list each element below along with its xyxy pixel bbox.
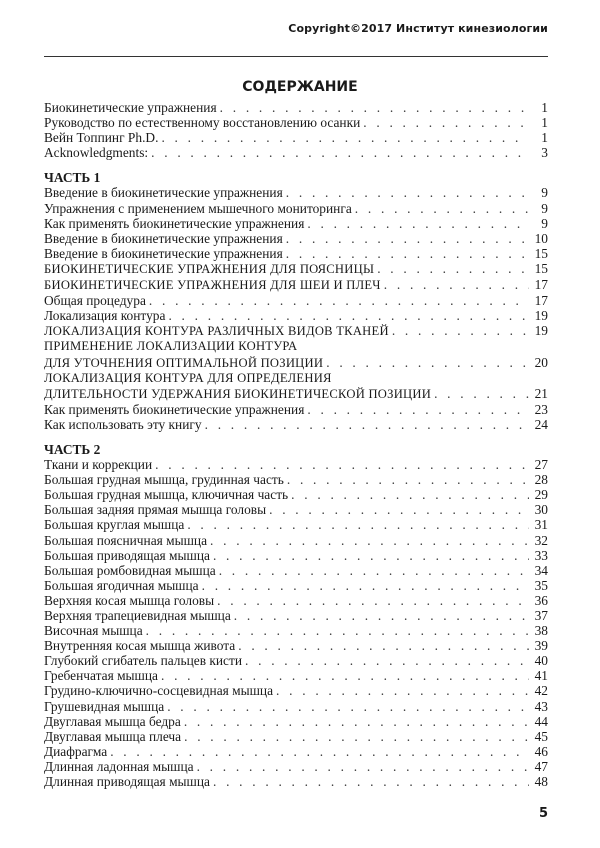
toc-entry: [44, 608, 548, 623]
toc-entry: [44, 729, 548, 744]
toc-leader-dots: [220, 100, 529, 115]
toc-entry-title: БИОКИНЕТИЧЕСКИЕ УПРАЖНЕНИЯ ДЛЯ ПОЯСНИЦЫ: [44, 261, 375, 276]
toc-entry-page: 15: [534, 245, 548, 261]
toc-entry-title: Большая ягодичная мышца: [44, 577, 199, 593]
toc-entry: [44, 668, 548, 683]
toc-entry: [44, 533, 548, 548]
toc-entry: [44, 216, 548, 231]
toc-entry-page: 3: [541, 145, 548, 161]
toc-entry-title: ДЛИТЕЛЬНОСТИ УДЕРЖАНИЯ БИОКИНЕТИЧЕСКОЙ ПОЗИЦИИ: [44, 386, 432, 401]
toc-leader-dots: [202, 578, 529, 593]
toc-entry-page: 20: [534, 354, 548, 370]
toc-entry: [44, 593, 548, 608]
toc-leader-dots: [146, 623, 529, 638]
toc-leader-dots: [151, 145, 529, 160]
toc-entry: [44, 548, 548, 563]
toc-entry-page: 44: [534, 713, 548, 729]
toc-entry-page: 30: [534, 502, 548, 518]
toc-entry-title: Как применять биокинетические упражнения: [44, 401, 305, 417]
toc-entry: [44, 744, 548, 759]
toc-leader-dots: [434, 386, 529, 401]
toc-entry-title: Введение в биокинетические упражнения: [44, 245, 283, 261]
toc-entry-title: Большая ромбовидная мышца: [44, 562, 216, 578]
toc-leader-dots: [355, 201, 529, 216]
toc-entry-title: Большая круглая мышца: [44, 517, 185, 533]
toc-entry: [44, 130, 548, 145]
toc-entry-page: 46: [534, 743, 548, 759]
toc-leader-dots: [210, 533, 529, 548]
toc-entry-page: 17: [534, 277, 548, 293]
toc-leader-dots: [184, 729, 529, 744]
toc-entry-title: Руководство по естественному восстановлению осанки: [44, 115, 361, 131]
toc-entry-title: Двуглавая мышца плеча: [44, 728, 182, 744]
page-number: 5: [538, 806, 548, 821]
toc-entry-title: ЛОКАЛИЗАЦИЯ КОНТУРА РАЗЛИЧНЫХ ВИДОВ ТКАНЕЙ: [44, 324, 389, 339]
toc-entry: [44, 277, 548, 293]
toc-entry-page: 15: [534, 260, 548, 276]
toc-entry-multiline-1: [44, 355, 548, 371]
toc-leader-dots: [377, 261, 529, 276]
toc-entry: [44, 261, 548, 277]
toc-entry-page: 9: [541, 215, 548, 231]
toc-leader-dots: [307, 216, 529, 231]
toc-entry-title: Acknowledgments:: [44, 145, 149, 161]
toc-entry-multiline-2: [44, 386, 548, 402]
toc-entry-title: Введение в биокинетические упражнения: [44, 230, 283, 246]
toc-entry-title: Двуглавая мышца бедра: [44, 713, 181, 729]
toc-leader-dots: [384, 277, 529, 292]
toc-entry: [44, 457, 548, 472]
toc-entry-title: Введение в биокинетические упражнения: [44, 185, 283, 201]
toc-entry-title: Диафрагма: [44, 743, 108, 759]
toc-entry: [44, 308, 548, 323]
toc-entry-title: Глубокий сгибатель пальцев кисти: [44, 653, 243, 669]
table-of-contents: [44, 100, 548, 789]
toc-leader-dots: [205, 417, 529, 432]
toc-entry: [44, 417, 548, 432]
toc-entry-title: Биокинетические упражнения: [44, 100, 217, 115]
toc-entry: [44, 623, 548, 638]
toc-entry-page: 48: [534, 774, 548, 790]
toc-entry-title: Большая поясничная мышца: [44, 532, 208, 548]
toc-entry-page: 19: [534, 323, 548, 339]
toc-part1-group: [44, 185, 548, 339]
toc-entry-title: Верхняя трапециевидная мышца: [44, 608, 231, 623]
toc-entry-title: ДЛЯ УТОЧНЕНИЯ ОПТИМАЛЬНОЙ ПОЗИЦИИ: [44, 355, 324, 370]
toc-entry-page: 34: [534, 562, 548, 578]
toc-entry-page: 9: [541, 200, 548, 216]
toc-entry: [44, 185, 548, 200]
toc-leader-dots: [219, 563, 529, 578]
toc-entry-page: 1: [541, 100, 548, 115]
toc-intro-group: [44, 100, 548, 160]
copyright-header: Copyright©2017 Институт кинезиологии: [288, 22, 548, 35]
toc-entry-multiline-1-line1: ПРИМЕНЕНИЕ ЛОКАЛИЗАЦИИ КОНТУРА: [44, 339, 298, 354]
toc-leader-dots: [197, 759, 529, 774]
toc-entry-page: 10: [534, 230, 548, 246]
toc-leader-dots: [187, 517, 529, 532]
toc-entry: [44, 472, 548, 487]
toc-entry-page: 42: [534, 683, 548, 699]
toc-entry-title: Локализация контура: [44, 308, 166, 324]
toc-leader-dots: [326, 355, 529, 370]
toc-entry: [44, 578, 548, 593]
toc-leader-dots: [286, 185, 529, 200]
toc-entry: [44, 683, 548, 698]
toc-entry: [44, 653, 548, 668]
toc-entry-page: 32: [534, 532, 548, 548]
toc-entry-page: 33: [534, 547, 548, 563]
toc-entry-page: 40: [534, 653, 548, 669]
toc-leader-dots: [287, 472, 529, 487]
toc-entry: [44, 323, 548, 339]
toc-leader-dots: [110, 744, 529, 759]
toc-entry: [44, 502, 548, 517]
toc-entry: [44, 402, 548, 417]
toc-entry-title: Общая процедура: [44, 293, 146, 309]
toc-leader-dots: [168, 308, 529, 323]
toc-entry-page: 23: [534, 401, 548, 417]
toc-entry: [44, 145, 548, 160]
toc-entry-title: Ткани и коррекции: [44, 457, 153, 473]
toc-leader-dots: [234, 608, 529, 623]
toc-leader-dots: [149, 293, 529, 308]
toc-entry-title: Грудино-ключично-сосцевидная мышца: [44, 683, 274, 699]
toc-title: СОДЕРЖАНИЕ: [242, 79, 358, 95]
toc-entry-title: Как использовать эту книгу: [44, 416, 202, 432]
toc-leader-dots: [276, 683, 529, 698]
toc-leader-dots: [238, 638, 529, 653]
toc-entry-title: Грушевидная мышца: [44, 698, 165, 714]
toc-entry-page: 47: [534, 758, 548, 774]
toc-entry-page: 9: [541, 185, 548, 201]
toc-leader-dots: [213, 548, 529, 563]
toc-leader-dots: [363, 115, 529, 130]
toc-entry-page: 17: [534, 293, 548, 309]
toc-entry-title: Длинная приводящая мышца: [44, 774, 210, 790]
toc-entry: [44, 231, 548, 246]
toc-entry-title: Упражнения с применением мышечного мониторинга: [44, 200, 352, 216]
toc-entry: [44, 699, 548, 714]
toc-entry-page: 41: [534, 668, 548, 684]
toc-entry-page: 19: [534, 308, 548, 324]
toc-entry-title: Большая приводящая мышца: [44, 547, 210, 563]
toc-entry-title: Верхняя косая мышца головы: [44, 592, 215, 608]
toc-leader-dots: [307, 402, 529, 417]
toc-entry-page: 1: [541, 130, 548, 146]
toc-entry: [44, 638, 548, 653]
toc-entry-page: 39: [534, 638, 548, 654]
toc-entry: [44, 201, 548, 216]
toc-entry-page: 43: [534, 698, 548, 714]
toc-entry-page: 1: [541, 115, 548, 131]
part2-heading: ЧАСТЬ 2: [44, 441, 101, 457]
toc-entry-page: 37: [534, 608, 548, 623]
toc-entry: [44, 517, 548, 532]
toc-leader-dots: [167, 699, 529, 714]
toc-entry: [44, 714, 548, 729]
toc-leader-dots: [217, 593, 529, 608]
toc-entry-title: Вейн Топпинг Ph.D.: [44, 130, 159, 146]
toc-entry-title: Как применять биокинетические упражнения: [44, 215, 305, 231]
toc-entry-page: 36: [534, 592, 548, 608]
toc-leader-dots: [286, 231, 529, 246]
toc-leader-dots: [184, 714, 529, 729]
toc-leader-dots: [155, 457, 529, 472]
toc-entry-page: 35: [534, 577, 548, 593]
toc-entry-page: 27: [534, 457, 548, 473]
toc-entry-page: 45: [534, 728, 548, 744]
toc-part1-tail-group: [44, 402, 548, 432]
toc-entry-page: 24: [534, 416, 548, 432]
toc-entry: [44, 563, 548, 578]
toc-leader-dots: [161, 668, 529, 683]
toc-leader-dots: [213, 774, 529, 789]
part1-heading: ЧАСТЬ 1: [44, 170, 101, 186]
header-divider: [44, 56, 548, 57]
toc-entry-title: Большая грудная мышца, ключичная часть: [44, 487, 289, 503]
toc-entry: [44, 115, 548, 130]
toc-leader-dots: [161, 130, 529, 145]
toc-entry: [44, 100, 548, 115]
toc-entry-title: Внутренняя косая мышца живота: [44, 638, 236, 654]
toc-entry-page: 21: [534, 385, 548, 401]
toc-entry-title: Височная мышца: [44, 623, 143, 639]
toc-entry-page: 31: [534, 517, 548, 533]
toc-entry-page: 38: [534, 623, 548, 639]
toc-entry-page: 29: [534, 487, 548, 503]
toc-entry: [44, 774, 548, 789]
toc-leader-dots: [269, 502, 529, 517]
toc-leader-dots: [291, 487, 529, 502]
toc-part2-group: [44, 457, 548, 789]
toc-entry-title: БИОКИНЕТИЧЕСКИЕ УПРАЖНЕНИЯ ДЛЯ ШЕИ И ПЛЕЧ: [44, 278, 381, 293]
toc-entry: [44, 759, 548, 774]
toc-entry: [44, 293, 548, 308]
toc-entry-multiline-2-line1: ЛОКАЛИЗАЦИЯ КОНТУРА ДЛЯ ОПРЕДЕЛЕНИЯ: [44, 370, 332, 385]
toc-entry-page: 28: [534, 472, 548, 488]
toc-entry: [44, 246, 548, 261]
toc-leader-dots: [245, 653, 529, 668]
toc-leader-dots: [286, 246, 529, 261]
toc-entry-title: Гребенчатая мышца: [44, 668, 158, 684]
toc-entry-title: Длинная ладонная мышца: [44, 758, 194, 774]
toc-entry-title: Большая грудная мышца, грудинная часть: [44, 472, 284, 488]
toc-leader-dots: [392, 323, 529, 338]
toc-entry: [44, 487, 548, 502]
toc-entry-title: Большая задняя прямая мышца головы: [44, 502, 267, 518]
